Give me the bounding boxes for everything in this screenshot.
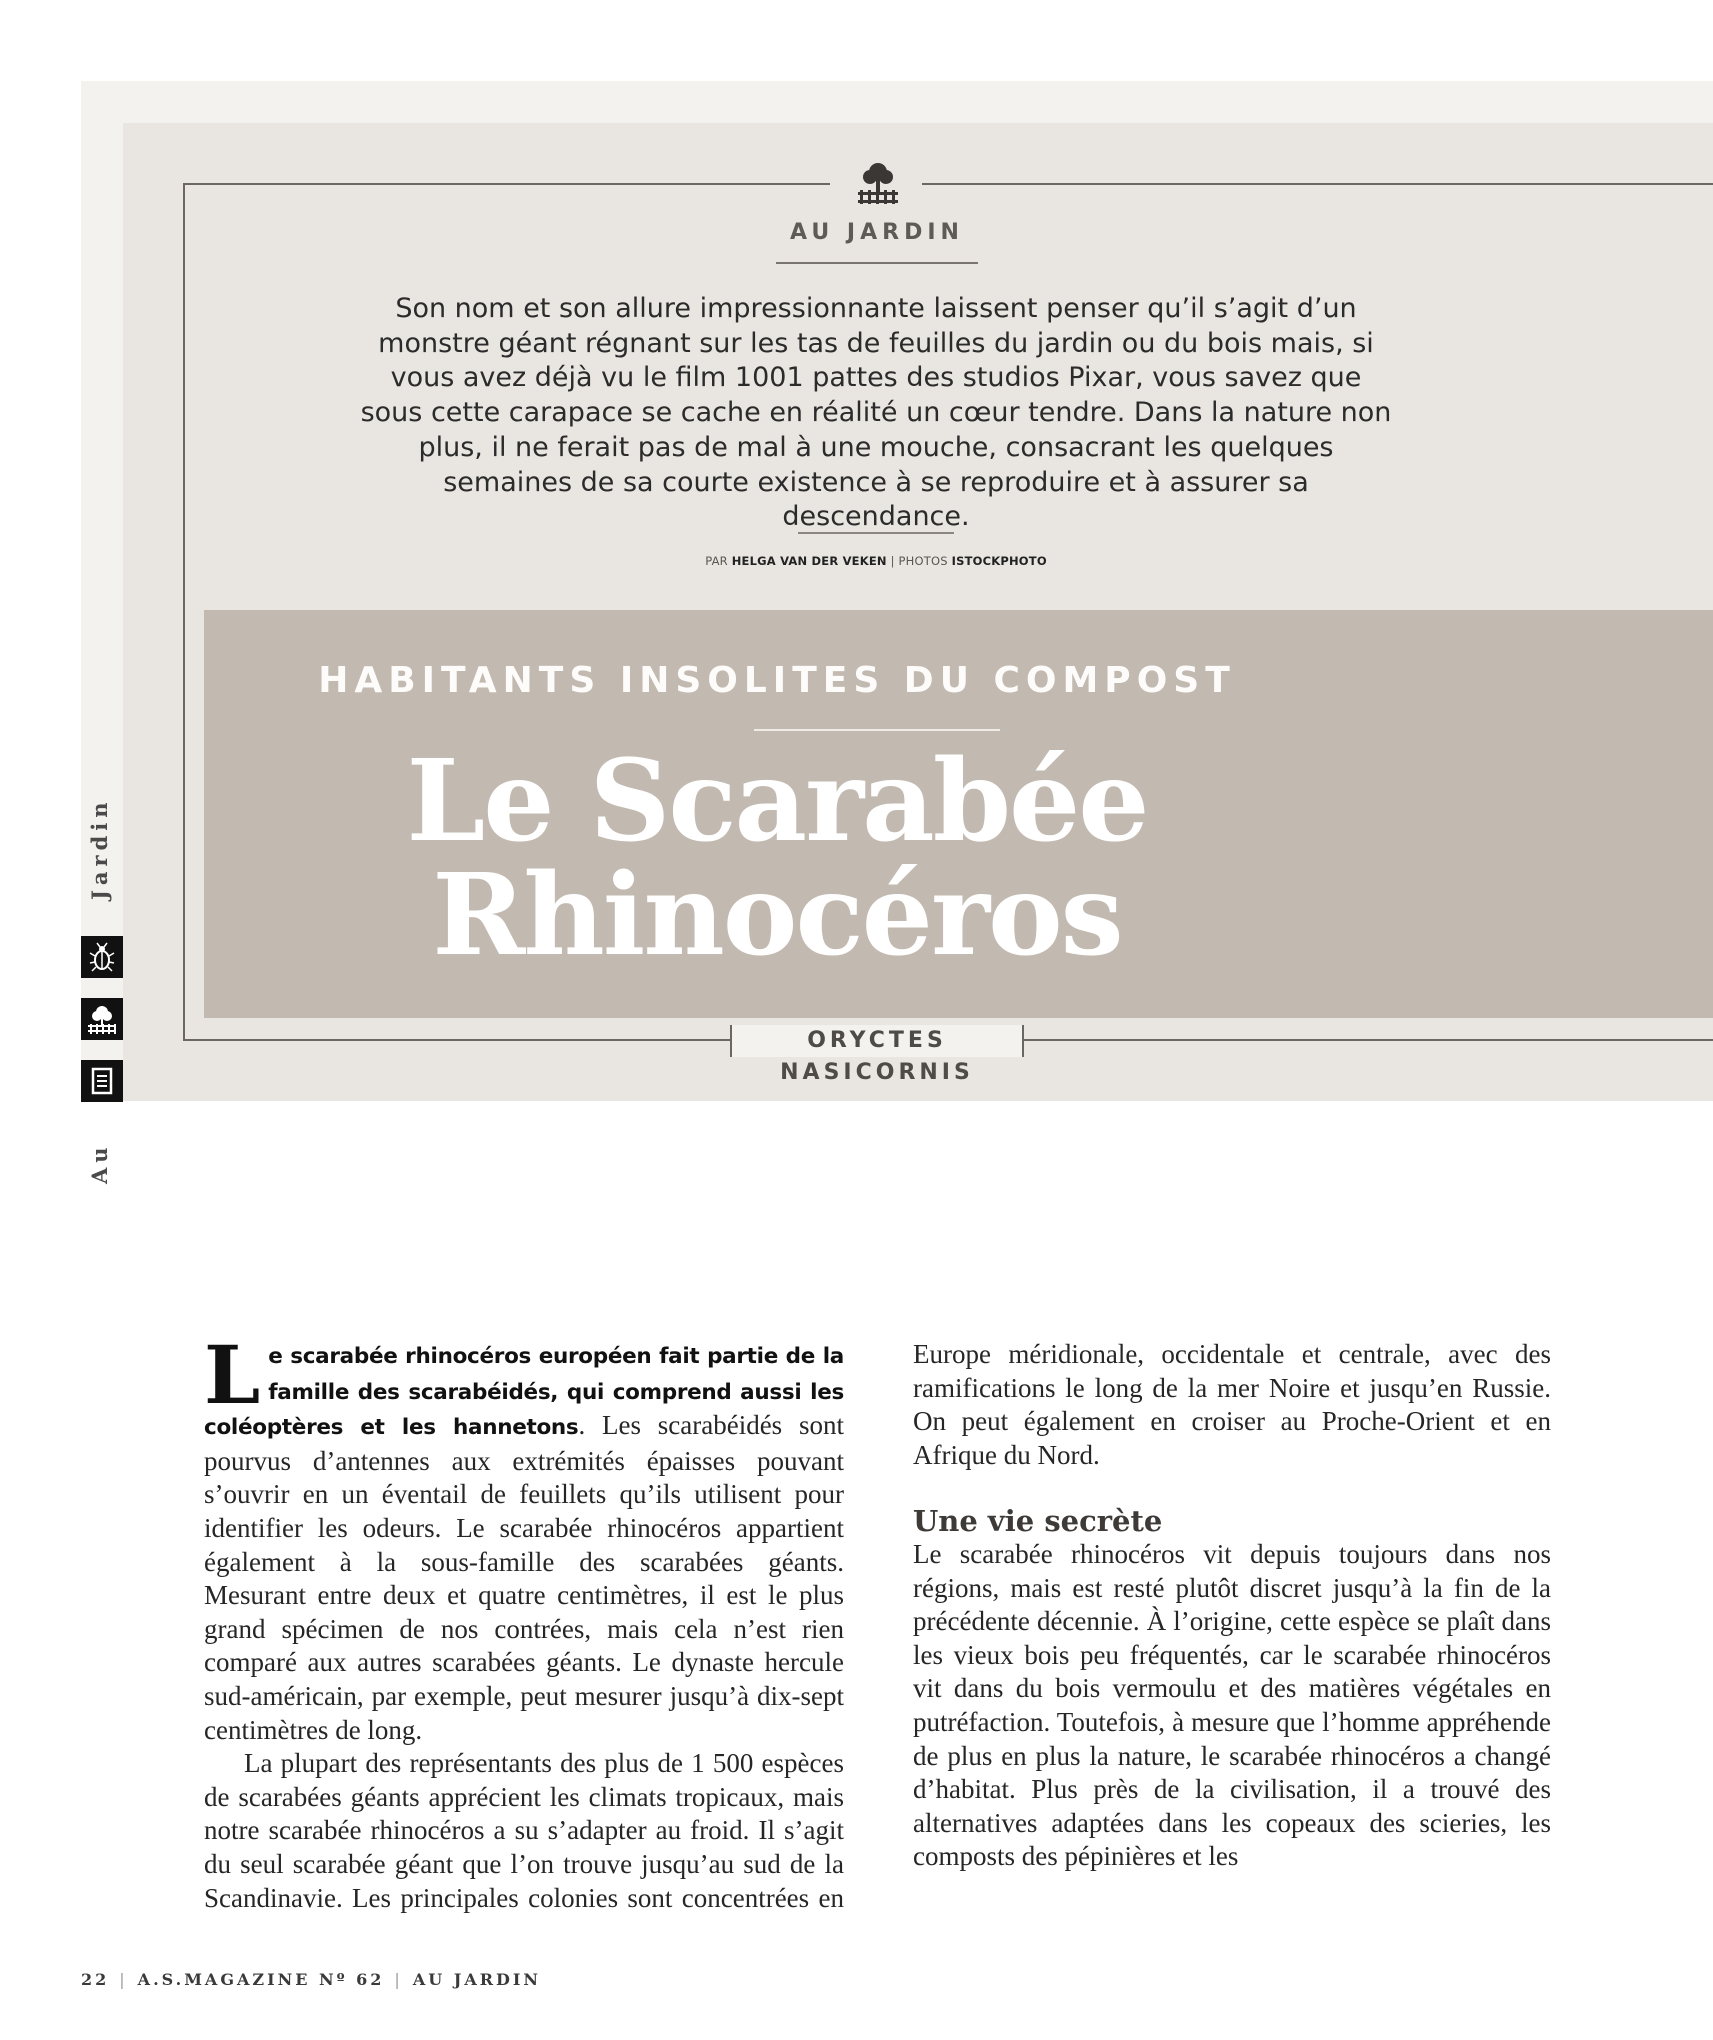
drop-cap: L — [204, 1328, 261, 1422]
section-label: AU JARDIN — [790, 220, 964, 245]
paragraph-1-text: . Les scarabéidés sont pourvus d’antennes aux extrémités épaisses pouvant s’ouvrir en un éventail de feuillets qu’ils utilisent pour identifier les odeurs. Le scarabée rhinocéros appartient également à la sous-famille des scarabées géants. Mesurant entre deux et quatre centimètres, il est le plus grand spécimen de nos contrées, mais cela n’est rien comparé aux autres scarabées géants. Le dynaste hercule sud-américain, par exemple, peut mesurer jusqu’à dix-sept centimètres de long. — [204, 1410, 844, 1745]
paragraph-2-continued — [913, 1338, 1551, 1472]
footer-section: AU JARDIN — [412, 1970, 542, 1989]
paragraph-2-overflow: Europe méridionale, occidentale et centrale, avec des ramifications le long de la mer Noire et jusqu’en Russie. On peut également en croiser au Proche-Orient et en Afrique du Nord. — [913, 1338, 1551, 1470]
title-line-1: Le Scarabée — [406, 736, 1148, 867]
tree-fence-icon — [856, 160, 900, 206]
paragraph-3: Le scarabée rhinocéros vit depuis toujours dans nos régions, mais est resté plutôt discret jusqu’à la fin de la précédente décennie. À l’origine, cette espèce se plaît dans les vieux bois peu fréquentés, car le scarabée rhinocéros vit dans du bois vermoulu et des matières végétales en putréfaction. Toutefois, à mesure que l’homme appréhende de plus en plus la nature, le scarabée rhinocéros a changé d’habitat. Plus près de la civilisation, il a trouvé des alternatives adaptées dans les copeaux des scieries, les composts des pépinières et les — [913, 1539, 1551, 1872]
paragraph-1 — [204, 1328, 844, 1747]
kicker-heading: HABITANTS INSOLITES DU COMPOST — [318, 660, 1236, 701]
intro-paragraph: Son nom et son allure impressionnante laissent penser qu’il s’agit d’un monstre géant régnant sur les tas de feuilles du jardin ou du bois mais, si vous avez déjà vu le film 1001 pattes des studios Pixar, vous savez que sous cette carapace se cache en réalité un cœur tendre. Dans la nature non plus, il ne ferait pas de mal à une mouche, consacrant les quelques semaines de sa courte existence à se reproduire et à assurer sa descendance. — [360, 293, 1392, 533]
article-column-2 — [913, 1338, 1551, 1874]
scientific-name: ORYCTES NASICORNIS — [730, 1025, 1024, 1057]
paragraph-2: La plupart des représentants des plus de 1 500 espèces de scarabées géants apprécient les climats tropicaux, mais notre scarabée rhinocéros a su s’adapter au froid. Il s’agit du seul scarabée géant que l’on trouve jusqu’au sud de la Scandinavie. Les principales colonies sont concentrées en — [204, 1748, 844, 1913]
credit-line — [600, 554, 1152, 568]
credit-photographer: ISTOCKPHOTO — [951, 554, 1047, 568]
credit-photos-label: PHOTOS — [898, 554, 948, 568]
credit-author: HELGA VAN DER VEKEN — [731, 554, 887, 568]
magazine-name: A.S.MAGAZINE Nº 62 — [137, 1970, 385, 1989]
title-line-2: Rhinocéros — [432, 850, 1122, 981]
beetle-icon[interactable] — [81, 936, 123, 978]
lead-text: e scarabée rhinocéros européen fait partie de la famille des scarabéidés, qui comprend aussi les coléoptères et les hannetons — [204, 1344, 844, 1441]
credit-separator: | — [890, 554, 895, 568]
credit-divider — [798, 532, 954, 534]
sidebar-label-jardin: Jardin — [87, 797, 112, 900]
section-underline — [776, 262, 978, 264]
document-icon[interactable] — [81, 1060, 123, 1102]
tree-fence-icon[interactable] — [81, 998, 123, 1040]
sidebar-label-au: Au — [87, 1142, 112, 1184]
page-title — [204, 736, 1350, 981]
kicker-divider — [754, 729, 1000, 731]
credit-by-label: PAR — [705, 554, 728, 568]
article-column-1 — [204, 1328, 844, 1915]
page-footer: 22 | A.S.MAGAZINE Nº 62 | AU JARDIN — [81, 1970, 542, 1989]
page-number: 22 — [81, 1970, 110, 1989]
section-heading: Une vie secrète — [913, 1504, 1163, 1538]
